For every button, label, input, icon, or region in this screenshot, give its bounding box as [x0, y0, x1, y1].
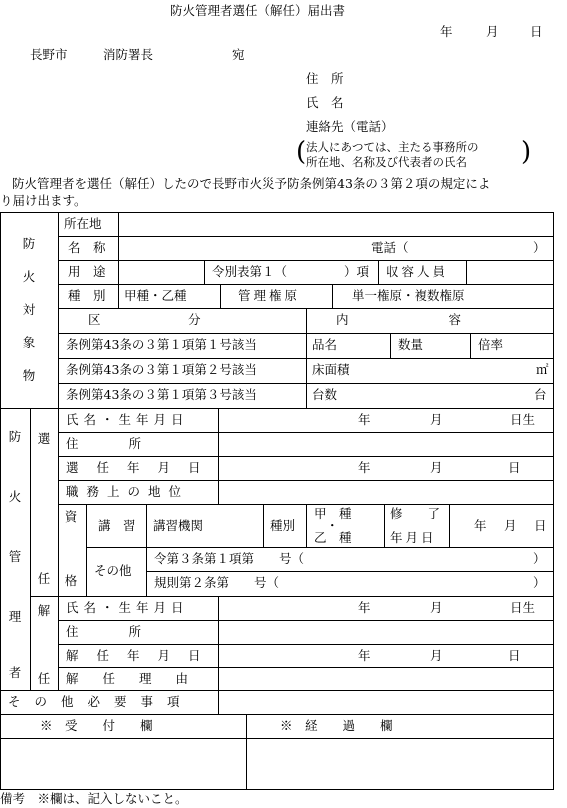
item1-label: 条例第43条の３第１項第１号該当: [66, 337, 257, 352]
appoint-date-year: 年: [358, 460, 371, 475]
statement-line1: 防火管理者を選任（解任）したので長野市火災予防条例第43条の３第２項の規定によ: [12, 176, 491, 191]
appoint-birth-year: 年: [358, 412, 371, 427]
dismiss-reason-label: 解任理由: [66, 671, 213, 686]
target-group-label-3: 対: [22, 302, 36, 317]
item1-qty: 数量: [398, 337, 424, 352]
footer-note: 備考 ※欄は、記入しないこと。: [0, 791, 188, 806]
capacity-label: 収容人員: [386, 264, 449, 279]
completion-month: 月: [504, 518, 517, 533]
dismiss-birth-year: 年: [358, 600, 371, 615]
appoint-date-month: 月: [430, 460, 443, 475]
target-group-label-1: 防: [22, 236, 36, 251]
dismiss-name-birth-label: 氏名・生年月日: [66, 600, 189, 615]
qual-label-1: 資: [64, 509, 78, 524]
item3-count: 台数: [312, 387, 338, 402]
course-label: 講 習: [98, 518, 136, 533]
manager-group-label-3: 管: [8, 549, 22, 564]
other-matters-label: その他必要事項: [8, 694, 194, 709]
other-qual-line2-close: ）: [533, 575, 546, 590]
kind-label: 種別: [270, 518, 296, 533]
appoint-birth-born: 日生: [510, 412, 536, 427]
location-label: 所在地: [64, 216, 102, 231]
target-group-label-2: 火: [22, 269, 36, 284]
qual-label-2: 格: [64, 573, 78, 588]
manager-group-label-1: 防: [8, 429, 22, 444]
usage-label: 用 途: [68, 264, 106, 279]
other-qual-label: その他: [94, 563, 132, 578]
addressee-honorific: 宛: [232, 47, 245, 62]
position-label: 職務上の地位: [66, 484, 190, 499]
kind-kou: 甲 種: [314, 506, 352, 521]
item2-label: 条例第43条の３第１項第２号該当: [66, 362, 257, 377]
appoint-date-label: 選任年月日: [66, 460, 219, 475]
date-month-label: 月: [486, 24, 499, 39]
corp-note-open-paren: (: [296, 137, 307, 167]
dismiss-date-month: 月: [430, 648, 443, 663]
statement-line2: り届け出ます。: [0, 193, 87, 208]
name-label: 名 称: [68, 240, 106, 255]
appoint-date-day: 日: [508, 460, 521, 475]
ordinance-item-label: ）項: [344, 264, 370, 279]
appoint-birth-month: 月: [430, 412, 443, 427]
corp-note-line1: 法人にあつては、主たる事務所の: [306, 140, 479, 154]
manager-group-label-4: 理: [8, 609, 22, 624]
mgmt-right-label: 管理権原: [238, 288, 301, 303]
date-day-label: 日: [530, 24, 543, 39]
applicant-contact-label: 連絡先（電話）: [306, 119, 394, 134]
completion-year: 年: [474, 518, 487, 533]
appoint-name-birth-label: 氏名・生年月日: [66, 412, 189, 427]
reception-header: ※ 受 付 欄: [40, 718, 153, 733]
completion-day: 日: [534, 518, 547, 533]
dismiss-date-day: 日: [508, 648, 521, 663]
item3-unit: 台: [534, 387, 547, 402]
item3-label: 条例第43条の３第１項第３号該当: [66, 387, 257, 402]
addressee-chief: 消防署長: [103, 47, 154, 62]
item2-unit: ㎡: [536, 362, 549, 377]
appoint-address-label: 住 所: [66, 436, 142, 451]
item1-ratio: 倍率: [478, 337, 504, 352]
corp-note-close-paren: ): [521, 137, 532, 167]
dismiss-address-label: 住 所: [66, 624, 142, 639]
progress-header: ※ 経 過 欄: [280, 718, 393, 733]
category-header: 区 分: [88, 312, 201, 327]
appoint-label-1: 選: [37, 431, 51, 446]
content-header: 内 容: [336, 312, 462, 327]
corp-note-line2: 所在地、名称及び代表者の氏名: [306, 155, 467, 169]
item2-area: 床面積: [312, 362, 350, 377]
mgmt-right-value: 単一権原・複数権原: [352, 288, 465, 303]
completion-date-label: 年月日: [390, 530, 437, 545]
other-qual-line2: 規則第２条第 号（: [154, 575, 280, 590]
completion-label: 修 了: [390, 506, 441, 521]
date-year-label: 年: [440, 24, 453, 39]
phone-label: 電話（: [371, 240, 409, 255]
manager-group-label-5: 者: [8, 665, 22, 680]
other-qual-line1-close: ）: [533, 551, 546, 566]
addressee-city: 長野市: [30, 47, 68, 62]
item1-name: 品名: [312, 337, 338, 352]
type-label: 種 別: [68, 288, 106, 303]
type-value: 甲種・乙種: [124, 288, 187, 303]
ordinance-table-label: 令別表第１（: [212, 264, 288, 279]
dismiss-label-1: 解: [37, 603, 51, 618]
target-group-label-5: 物: [22, 368, 36, 383]
target-group-label-4: 象: [22, 335, 36, 350]
applicant-name-label: 氏 名: [306, 95, 344, 110]
dismiss-birth-month: 月: [430, 600, 443, 615]
phone-close: ）: [533, 240, 546, 255]
kind-dot: ・: [326, 518, 339, 533]
dismiss-date-label: 解任年月日: [66, 648, 219, 663]
course-org-label: 講習機関: [153, 518, 204, 533]
dismiss-label-2: 任: [37, 671, 51, 686]
dismiss-date-year: 年: [358, 648, 371, 663]
dismiss-birth-born: 日生: [510, 600, 536, 615]
applicant-address-label: 住 所: [306, 71, 344, 86]
form-title: 防火管理者選任（解任）届出書: [170, 3, 346, 18]
appoint-label-2: 任: [37, 571, 51, 586]
kind-otsu: 乙 種: [314, 530, 352, 545]
other-qual-line1: 令第３条第１項第 号（: [154, 551, 305, 566]
manager-group-label-2: 火: [8, 489, 22, 504]
